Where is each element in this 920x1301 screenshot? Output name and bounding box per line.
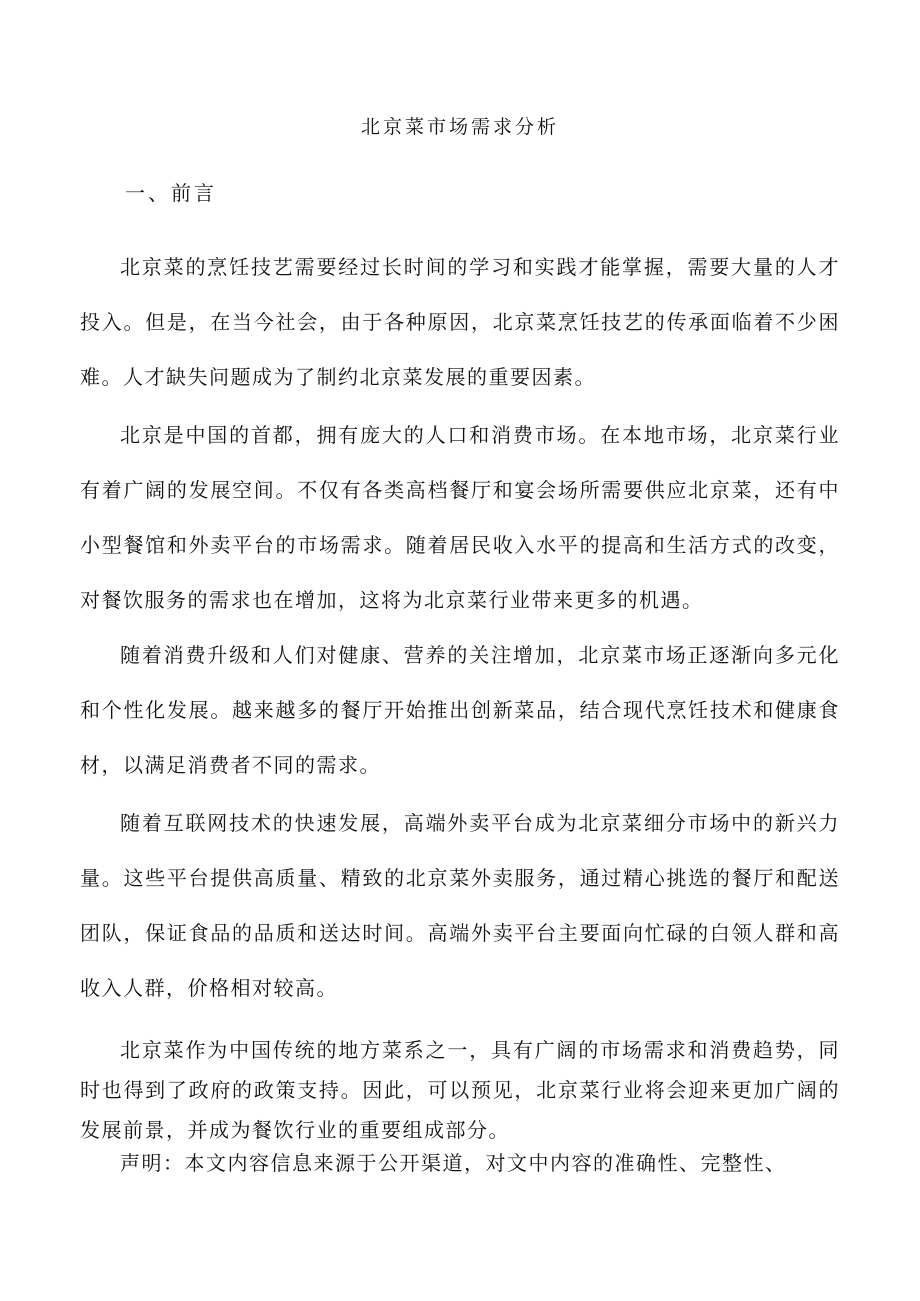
paragraph-local-market: 北京是中国的首都，拥有庞大的人口和消费市场。在本地市场，北京菜行业有着广阔的发展空间。不仅有各类高档餐厅和宴会场所需要供应北京菜，还有中小型餐馆和外卖平台的市场需求。随着居民收入水平的提高和生活方式的改变，对餐饮服务的需求也在增加，这将为北京菜行业带来更多的机遇。	[80, 423, 840, 612]
paragraph-disclaimer: 声明：本文内容信息来源于公开渠道，对文中内容的准确性、完整性、	[120, 1151, 787, 1175]
paragraph-delivery-platforms: 随着互联网技术的快速发展，高端外卖平台成为北京菜细分市场中的新兴力量。这些平台提供高质量、精致的北京菜外卖服务，通过精心挑选的餐厅和配送团队，保证食品的品质和送达时间。高端外卖平台主要面向忙碌的白领人群和高收入人群，价格相对较高。	[80, 811, 840, 1000]
paragraph-diversification: 随着消费升级和人们对健康、营养的关注增加，北京菜市场正逐渐向多元化和个性化发展。越来越多的餐厅开始推出创新菜品，结合现代烹饪技术和健康食材，以满足消费者不同的需求。	[80, 643, 840, 777]
section-heading: 一、前言	[125, 181, 217, 205]
document-title: 北京菜市场需求分析	[360, 116, 559, 138]
paragraph-outlook: 北京菜作为中国传统的地方菜系之一，具有广阔的市场需求和消费趋势，同时也得到了政府的政策支持。因此，可以预见，北京菜行业将会迎来更加广阔的发展前景，并成为餐饮行业的重要组成部分。	[80, 1038, 840, 1142]
paragraph-talent-shortage: 北京菜的烹饪技艺需要经过长时间的学习和实践才能掌握，需要大量的人才投入。但是，在当今社会，由于各种原因，北京菜烹饪技艺的传承面临着不少困难。人才缺失问题成为了制约北京菜发展的重要因素。	[80, 255, 840, 389]
